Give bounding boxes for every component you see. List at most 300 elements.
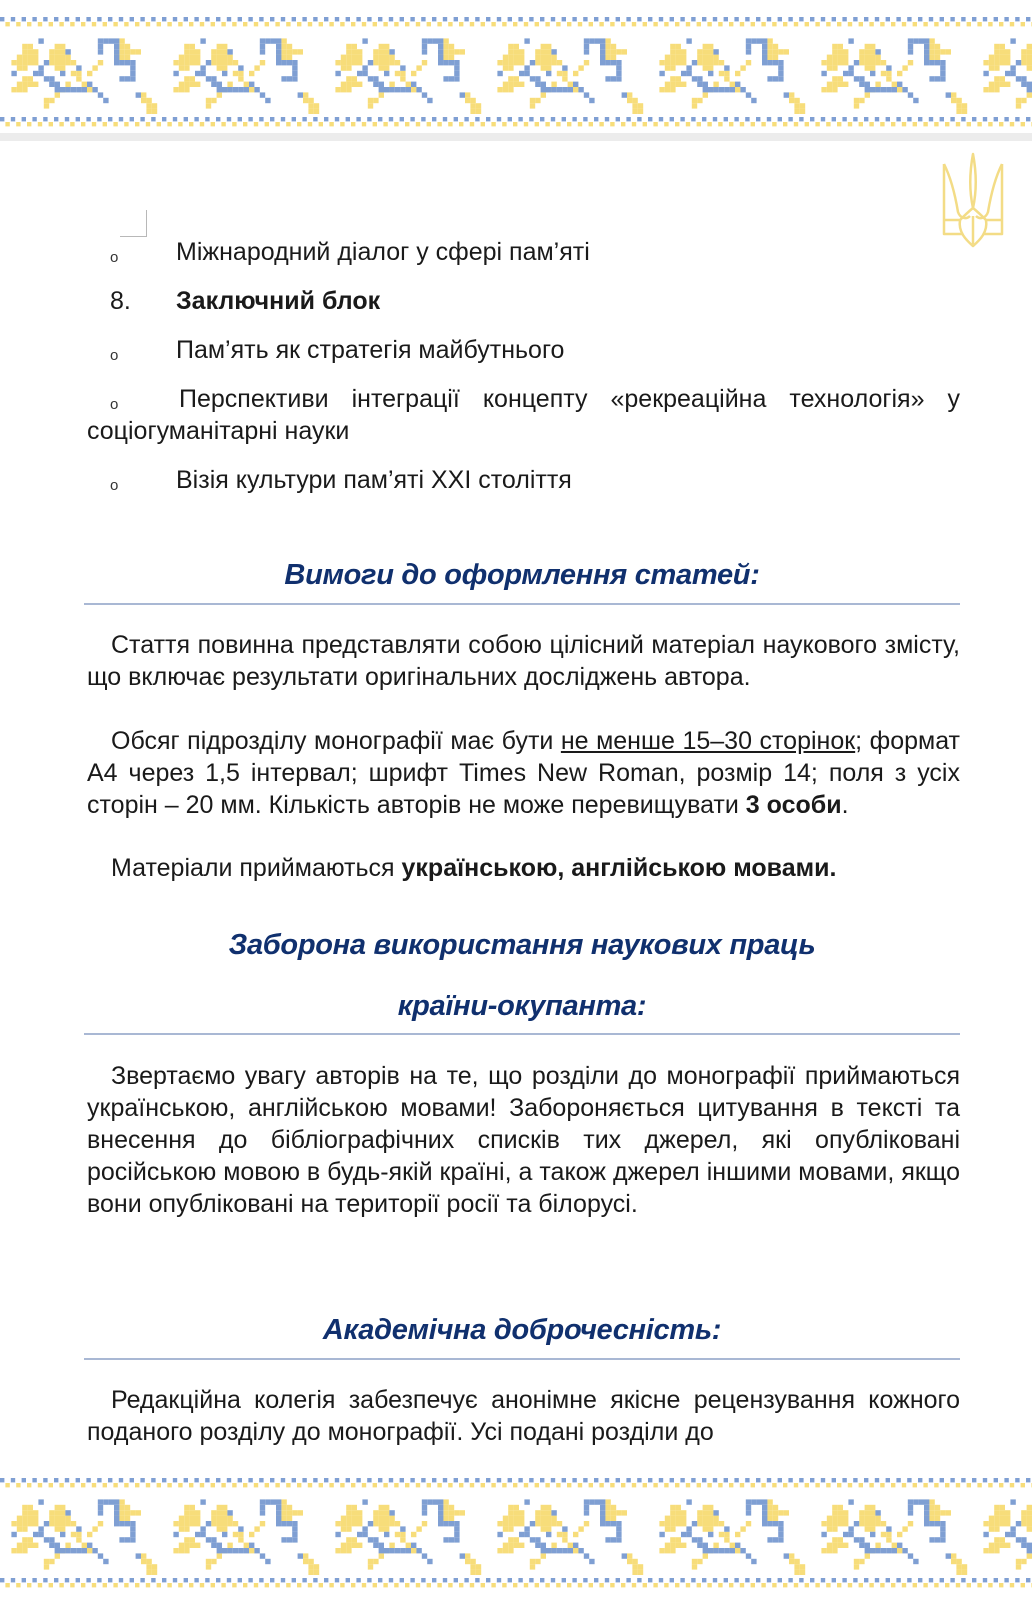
stitch-dot: [356, 117, 360, 121]
stitch: [222, 1516, 227, 1521]
stitch: [22, 1516, 27, 1521]
stitch: [287, 76, 292, 81]
stitch-dot: [194, 17, 198, 21]
stitch: [152, 103, 157, 108]
stitch-dot: [869, 1483, 873, 1487]
stitch: [1016, 1564, 1021, 1569]
stitch-dot: [616, 1578, 620, 1582]
stitch: [76, 76, 81, 81]
stitch-dot: [54, 17, 58, 21]
stitch-dot: [184, 17, 188, 21]
stitch-dot: [49, 1483, 53, 1487]
stitch-dot: [842, 17, 846, 21]
stitch-dot: [11, 117, 15, 121]
stitch: [146, 109, 151, 114]
stitch: [913, 38, 918, 43]
stitch: [821, 1532, 826, 1537]
stitch: [238, 87, 243, 92]
stitch: [832, 44, 837, 49]
stitch-dot: [1004, 117, 1008, 121]
stitch-dot: [745, 117, 749, 121]
stitch: [335, 1532, 340, 1537]
stitch: [470, 98, 475, 103]
stitch-dot: [221, 1483, 225, 1487]
stitch: [994, 82, 999, 87]
stitch: [870, 44, 875, 49]
stitch-dot: [518, 17, 522, 21]
stitch: [616, 1537, 621, 1542]
stitch: [38, 1499, 43, 1504]
stitch-dot: [837, 122, 841, 126]
stitch: [303, 92, 308, 97]
stitch-dot: [146, 1583, 150, 1587]
stitch: [865, 87, 870, 92]
stitch: [1005, 82, 1010, 87]
stitch: [951, 1559, 956, 1564]
stitch: [670, 87, 675, 92]
stitch: [87, 71, 92, 76]
stitch: [713, 60, 718, 65]
stitch-dot: [707, 122, 711, 126]
stitch: [665, 55, 670, 60]
stitch: [665, 1526, 670, 1531]
stitch: [152, 1564, 157, 1569]
stitch-dot: [432, 17, 436, 21]
stitch: [697, 1543, 702, 1548]
stitch-dot: [459, 1483, 463, 1487]
stitch: [238, 76, 243, 81]
stitch: [659, 1532, 664, 1537]
stitch: [470, 1559, 475, 1564]
stitch-dot: [351, 22, 355, 26]
stitch-dot: [702, 1478, 706, 1482]
stitch-dot: [929, 17, 933, 21]
stitch: [449, 44, 454, 49]
stitch: [584, 92, 589, 97]
stitch-dot: [216, 1578, 220, 1582]
stitch-dot: [691, 117, 695, 121]
stitch-dot: [664, 22, 668, 26]
stitch-dot: [637, 117, 641, 121]
stitch: [519, 60, 524, 65]
stitch: [206, 1537, 211, 1542]
stitch-dot: [243, 22, 247, 26]
stitch-dot: [238, 1578, 242, 1582]
stitch: [929, 1537, 934, 1542]
stitch: [22, 82, 27, 87]
stitch: [443, 1510, 448, 1515]
stitch: [665, 87, 670, 92]
stitch: [141, 98, 146, 103]
stitch-dot: [994, 117, 998, 121]
stitch: [697, 98, 702, 103]
stitch-dot: [508, 117, 512, 121]
stitch: [346, 1537, 351, 1542]
stitch-dot: [108, 1478, 112, 1482]
stitch: [735, 87, 740, 92]
stitch-dot: [400, 1478, 404, 1482]
list-bullet: o: [110, 477, 119, 494]
stitch: [49, 1510, 54, 1515]
stitch-dot: [367, 1478, 371, 1482]
stitch: [670, 1543, 675, 1548]
stitch: [843, 49, 848, 54]
stitch-dot: [718, 22, 722, 26]
stitch: [838, 1537, 843, 1542]
stitch: [670, 82, 675, 87]
stitch-dot: [934, 22, 938, 26]
stitch-dot: [967, 22, 971, 26]
stitch-dot: [11, 17, 15, 21]
stitch-dot: [977, 1583, 981, 1587]
stitch-dot: [1021, 1483, 1025, 1487]
stitch: [49, 1521, 54, 1526]
stitch-dot: [151, 117, 155, 121]
stitch-dot: [589, 1583, 593, 1587]
stitch-dot: [324, 17, 328, 21]
stitch-dot: [799, 117, 803, 121]
stitch: [751, 98, 756, 103]
stitch: [584, 1499, 589, 1504]
stitch: [578, 1548, 583, 1553]
stitch-dot: [799, 1578, 803, 1582]
stitch-dot: [383, 1483, 387, 1487]
stitch-dot: [729, 122, 733, 126]
stitch-dot: [16, 22, 20, 26]
stitch: [897, 87, 902, 92]
stitch: [935, 76, 940, 81]
stitch: [724, 1537, 729, 1542]
stitch: [551, 82, 556, 87]
stitch-dot: [535, 1583, 539, 1587]
stitch-dot: [76, 1578, 80, 1582]
stitch: [767, 1516, 772, 1521]
stitch-dot: [913, 22, 917, 26]
stitch: [422, 49, 427, 54]
stitch-dot: [383, 1583, 387, 1587]
stitch: [1010, 1526, 1015, 1531]
stitch: [443, 1499, 448, 1504]
stitch: [908, 38, 913, 43]
stitch: [217, 60, 222, 65]
stitch: [384, 1532, 389, 1537]
stitch-dot: [567, 22, 571, 26]
stitch: [508, 1505, 513, 1510]
stitch-dot: [49, 1583, 53, 1587]
stitch: [881, 1548, 886, 1553]
stitch: [892, 1548, 897, 1553]
stitch: [1000, 82, 1005, 87]
stitch-dot: [362, 1583, 366, 1587]
stitch-dot: [864, 1478, 868, 1482]
stitch: [605, 44, 610, 49]
stitch: [265, 1559, 270, 1564]
stitch: [708, 1526, 713, 1531]
stitch: [49, 76, 54, 81]
stitch-dot: [940, 1578, 944, 1582]
stitch: [508, 82, 513, 87]
stitch-dot: [1021, 1583, 1025, 1587]
stitch: [227, 1548, 232, 1553]
stitch: [708, 1510, 713, 1515]
stitch: [103, 38, 108, 43]
stitch: [541, 49, 546, 54]
stitch: [908, 49, 913, 54]
stitch-dot: [0, 17, 4, 21]
stitch: [200, 71, 205, 76]
stitch: [395, 1532, 400, 1537]
stitch-dot: [859, 22, 863, 26]
stitch: [217, 55, 222, 60]
stitch: [676, 1521, 681, 1526]
stitch-dot: [605, 17, 609, 21]
stitch: [859, 98, 864, 103]
stitch: [373, 1543, 378, 1548]
stitch-dot: [286, 22, 290, 26]
stitch-dot: [826, 22, 830, 26]
stitch-dot: [648, 1478, 652, 1482]
stitch: [22, 55, 27, 60]
stitch: [71, 1521, 76, 1526]
stitch-dot: [135, 122, 139, 126]
stitch: [870, 71, 875, 76]
stitch: [892, 82, 897, 87]
trident-icon: [940, 150, 1006, 250]
stitch-dot: [934, 122, 938, 126]
stitch: [713, 1510, 718, 1515]
stitch-dot: [886, 117, 890, 121]
stitch: [217, 1521, 222, 1526]
stitch: [935, 1537, 940, 1542]
stitch-dot: [502, 122, 506, 126]
stitch: [146, 1570, 151, 1575]
stitch: [438, 60, 443, 65]
stitch: [535, 49, 540, 54]
stitch: [616, 60, 621, 65]
stitch: [767, 1510, 772, 1515]
stitch: [65, 1510, 70, 1515]
stitch: [1000, 60, 1005, 65]
stitch-dot: [1004, 1578, 1008, 1582]
stitch: [136, 1510, 141, 1515]
stitch: [184, 65, 189, 70]
stitch: [832, 1526, 837, 1531]
stitch: [665, 1516, 670, 1521]
stitch: [897, 1532, 902, 1537]
stitch-dot: [907, 117, 911, 121]
stitch: [551, 1510, 556, 1515]
stitch: [848, 1532, 853, 1537]
stitch: [184, 1526, 189, 1531]
stitch-dot: [751, 122, 755, 126]
stitch: [1005, 55, 1010, 60]
section-title-article-requirements: Вимоги до оформлення статей:: [284, 559, 760, 591]
stitch: [114, 49, 119, 54]
stitch: [119, 76, 124, 81]
stitch: [913, 1499, 918, 1504]
stitch: [827, 60, 832, 65]
stitch: [913, 98, 918, 103]
stitch: [22, 76, 27, 81]
stitch-dot: [529, 17, 533, 21]
stitch: [600, 55, 605, 60]
stitch-dot: [686, 1483, 690, 1487]
stitch: [827, 1548, 832, 1553]
stitch: [1005, 1532, 1010, 1537]
stitch: [11, 1532, 16, 1537]
stitch: [352, 1510, 357, 1515]
stitch: [217, 92, 222, 97]
stitch-dot: [292, 1578, 296, 1582]
stitch: [546, 65, 551, 70]
stitch: [724, 87, 729, 92]
stitch: [703, 1521, 708, 1526]
stitch-dot: [810, 117, 814, 121]
stitch-dot: [691, 17, 695, 21]
stitch: [989, 1526, 994, 1531]
stitch-dot: [556, 122, 560, 126]
stitch: [514, 60, 519, 65]
stitch: [514, 1537, 519, 1542]
stitch-dot: [351, 1483, 355, 1487]
stitch: [195, 60, 200, 65]
stitch: [697, 1559, 702, 1564]
stitch: [762, 55, 767, 60]
stitch: [427, 38, 432, 43]
stitch: [929, 49, 934, 54]
stitch-dot: [950, 17, 954, 21]
stitch: [222, 1521, 227, 1526]
stitch: [670, 49, 675, 54]
stitch-dot: [346, 1478, 350, 1482]
stitch: [38, 1526, 43, 1531]
stitch: [357, 1543, 362, 1548]
stitch-dot: [157, 22, 161, 26]
stitch: [865, 1548, 870, 1553]
stitch-dot: [43, 1478, 47, 1482]
stitch-dot: [351, 1583, 355, 1587]
stitch-dot: [254, 22, 258, 26]
stitch: [1027, 1521, 1032, 1526]
stitch-dot: [891, 122, 895, 126]
stitch: [184, 55, 189, 60]
stitch: [524, 1499, 529, 1504]
stitch-dot: [724, 1478, 728, 1482]
stitch: [703, 1543, 708, 1548]
stitch-dot: [167, 122, 171, 126]
stitch-dot: [540, 1578, 544, 1582]
stitch-dot: [599, 1583, 603, 1587]
stitch: [767, 60, 772, 65]
stitch-dot: [1015, 117, 1019, 121]
stitch: [71, 87, 76, 92]
stitch-dot: [470, 22, 474, 26]
stitch-dot: [529, 1578, 533, 1582]
stitch: [454, 1532, 459, 1537]
stitch: [897, 82, 902, 87]
stitch: [227, 55, 232, 60]
stitch: [881, 60, 886, 65]
stitch: [22, 1505, 27, 1510]
stitch: [346, 60, 351, 65]
stitch-dot: [16, 1483, 20, 1487]
stitch: [535, 1510, 540, 1515]
stitch-dot: [859, 122, 863, 126]
stitch: [233, 1548, 238, 1553]
stitch: [692, 76, 697, 81]
stitch-dot: [194, 117, 198, 121]
stitch-dot: [886, 17, 890, 21]
stitch-dot: [610, 122, 614, 126]
stitch: [1027, 82, 1032, 87]
stitch: [184, 1548, 189, 1553]
stitch: [211, 49, 216, 54]
stitch-dot: [783, 1483, 787, 1487]
stitch-dot: [859, 1583, 863, 1587]
stitch-dot: [805, 122, 809, 126]
stitch: [902, 87, 907, 92]
stitch: [821, 1548, 826, 1553]
stitch: [76, 1532, 81, 1537]
stitch: [33, 82, 38, 87]
stitch: [217, 65, 222, 70]
stitch-dot: [551, 117, 555, 121]
stitch-dot: [740, 22, 744, 26]
stitch: [346, 65, 351, 70]
stitch: [875, 82, 880, 87]
stitch: [119, 49, 124, 54]
stitch: [1000, 1543, 1005, 1548]
stitch: [55, 82, 60, 87]
stitch: [260, 1510, 265, 1515]
stitch: [1027, 60, 1032, 65]
stitch: [1027, 1548, 1032, 1553]
stitch-dot: [923, 122, 927, 126]
stitch: [384, 60, 389, 65]
stitch: [665, 60, 670, 65]
stitch: [65, 1548, 70, 1553]
stitch: [71, 60, 76, 65]
stitch: [767, 49, 772, 54]
stitch: [514, 44, 519, 49]
stitch: [227, 82, 232, 87]
stitch: [438, 1521, 443, 1526]
stitch-dot: [194, 1578, 198, 1582]
stitch: [33, 1532, 38, 1537]
stitch: [373, 1510, 378, 1515]
stitch: [60, 1548, 65, 1553]
stitch-dot: [551, 1578, 555, 1582]
stitch: [638, 109, 643, 114]
stitch-dot: [848, 22, 852, 26]
stitch: [460, 92, 465, 97]
stitch: [1000, 44, 1005, 49]
stitch-dot: [270, 1478, 274, 1482]
stitch: [254, 1548, 259, 1553]
stitch-dot: [529, 1478, 533, 1482]
stitch: [44, 98, 49, 103]
stitch-dot: [76, 117, 80, 121]
stitch-dot: [11, 1478, 15, 1482]
stitch-dot: [583, 117, 587, 121]
stitch-dot: [572, 1578, 576, 1582]
stitch-dot: [448, 1483, 452, 1487]
stitch-dot: [54, 1478, 58, 1482]
stitch-dot: [103, 22, 107, 26]
stitch: [281, 1499, 286, 1504]
stitch-dot: [151, 17, 155, 21]
stitch: [65, 1516, 70, 1521]
